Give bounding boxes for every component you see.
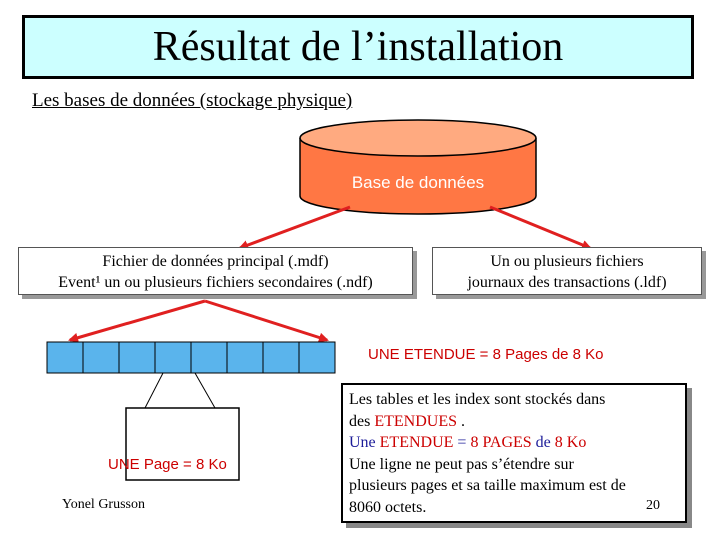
page-number: 20 [646,498,660,513]
info-page-size: 8 Ko [554,434,587,451]
subtitle: Les bases de données (stockage physique) [32,90,353,111]
extent-page-cell [47,342,83,373]
info-line-5: plusieurs pages et sa taille maximum est de [349,477,626,494]
extent-cells [47,342,335,373]
info-text: = [453,434,471,451]
info-line-6: 8060 octets. [349,498,427,516]
arrow-to-extent-right [205,301,327,340]
data-file-line1: Fichier de données principal (.mdf) [102,253,329,270]
extent-label: UNE ETENDUE = 8 Pages de 8 Ko [368,346,604,363]
page-zoom-funnel [145,373,215,408]
log-file-box [432,247,702,295]
data-file-line2: Event¹ un ou plusieurs fichiers secondaires (.ndf) [58,274,373,291]
arrow-to-data-file [240,207,350,248]
extent-page-cell [227,342,263,373]
info-text: . [456,412,465,430]
extent-page-cell [191,342,227,373]
info-line-1: Les tables et les index sont stockés dans [349,391,606,408]
extent-page-cell [299,342,335,373]
info-text: Une [349,434,380,451]
arrow-to-log-file [490,207,590,248]
info-extent-word: ETENDUE [379,434,454,451]
database-cylinder [300,120,536,214]
page-title: Résultat de l’installation [152,24,564,70]
info-line-3 [349,432,679,454]
extent-page-cell [119,342,155,373]
info-text: de [531,434,555,451]
info-text: des [349,412,375,430]
extent-page-cell [83,342,119,373]
data-file-box [18,247,413,295]
database-label: Base de données [351,173,485,192]
info-line-2 [349,411,679,433]
info-pages-count: 8 PAGES [470,434,532,451]
info-extents-word: ETENDUES [374,412,457,430]
page-label: UNE Page = 8 Ko [108,456,227,473]
arrow-to-extent-left [70,301,205,340]
author-name: Yonel Grusson [62,497,145,512]
info-line-4: Une ligne ne peut pas s’étendre sur [349,455,574,473]
info-box [341,383,687,523]
extent-page-cell [155,342,191,373]
log-file-line2: journaux des transactions (.ldf) [467,274,667,291]
extent-page-cell [263,342,299,373]
log-file-line1: Un ou plusieurs fichiers [490,253,644,270]
